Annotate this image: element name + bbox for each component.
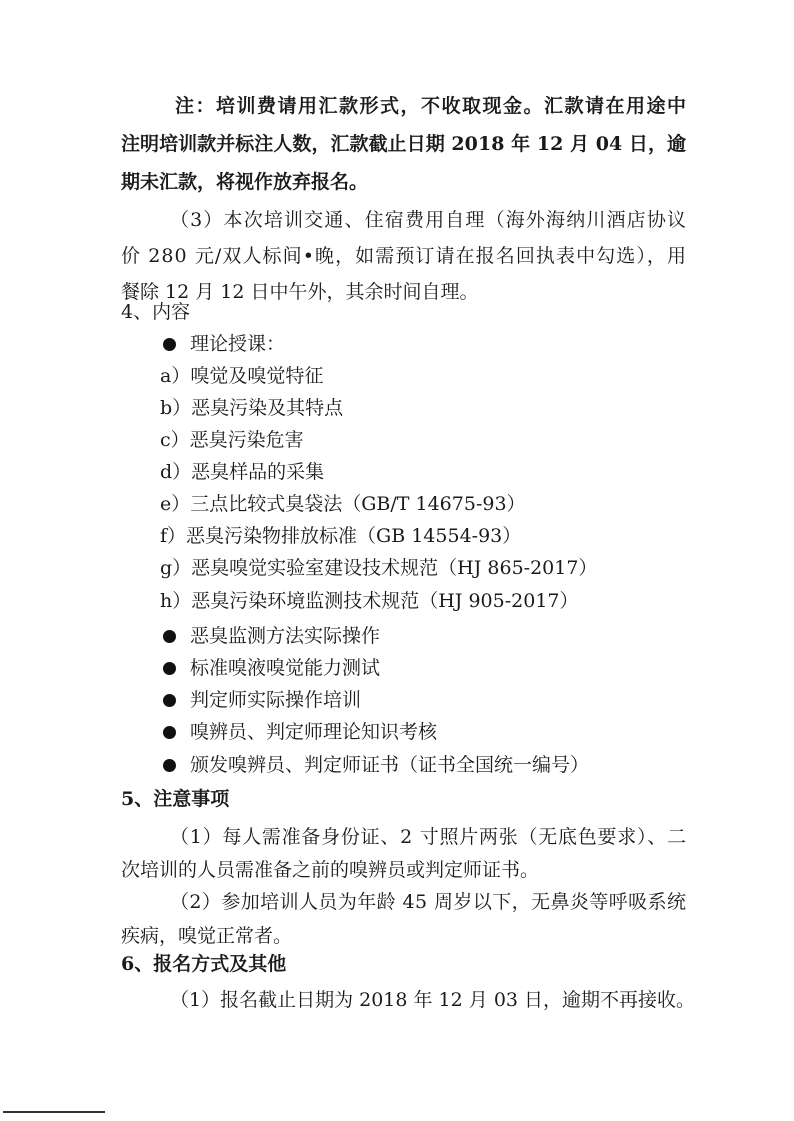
section5-heading: 5、注意事项 [121, 788, 230, 810]
section5-p2-text-2: 疾病，嗅觉正常者。 [121, 925, 293, 947]
subitem-g [0, 552, 794, 584]
section5-p1-line-2 [0, 854, 794, 886]
section5-p1-text-1: （1）每人需准备身份证、2 寸照片两张（无底色要求）、二 [170, 826, 687, 848]
section6-p1-line [0, 984, 794, 1016]
subitem-text: d）恶臭样品的采集 [160, 461, 325, 483]
bullet-dot-icon [163, 759, 176, 772]
bullet-item [0, 620, 794, 652]
bullet-text: 标准嗅液嗅觉能力测试 [190, 657, 381, 679]
bullet-theory-text: 理论授课： [190, 333, 286, 355]
section5-p1-line-1 [0, 821, 794, 853]
bullet-dot-icon [163, 694, 176, 707]
subitem-text: b）恶臭污染及其特点 [160, 397, 344, 419]
subitem-a [0, 360, 794, 392]
bullet-text: 颁发嗅辨员、判定师证书（证书全国统一编号） [190, 754, 590, 776]
subitem-c [0, 424, 794, 456]
bullet-item [0, 716, 794, 748]
subitem-b [0, 392, 794, 424]
subitem-e [0, 488, 794, 520]
subitem-text: c）恶臭污染危害 [160, 429, 304, 451]
section5-p1-text-2: 次培训的人员需准备之前的嗅辨员或判定师证书。 [121, 859, 540, 881]
bullet-item [0, 684, 794, 716]
bullet-text: 嗅辨员、判定师理论知识考核 [190, 721, 438, 743]
subitem-f [0, 520, 794, 552]
bullet-dot-icon [163, 726, 176, 739]
note-line-3 [0, 166, 794, 198]
note-text-2: 注明培训款并标注人数，汇款截止日期 2018 年 12 月 04 日，逾 [121, 133, 687, 155]
note-line-1 [0, 90, 794, 122]
section5-p2-line-1 [0, 886, 794, 918]
section4-heading: 4、内容 [121, 301, 191, 323]
item3-text-2: 价 280 元/双人标间•晚，如需预订请在报名回执表中勾选），用 [121, 245, 688, 267]
item3-text-3: 餐除 12 月 12 日中午外，其余时间自理。 [121, 281, 479, 303]
section5-heading-line [0, 783, 794, 815]
bullet-item [0, 652, 794, 684]
section6-heading-line [0, 948, 794, 980]
footer-rule [3, 1111, 105, 1113]
item3-text-1: （3）本次培训交通、住宿费用自理（海外海纳川酒店协议 [170, 209, 688, 231]
bullet-theory [0, 328, 794, 360]
subitem-text: e）三点比较式臭袋法（GB/T 14675-93） [160, 493, 526, 515]
subitem-text: f）恶臭污染物排放标准（GB 14554-93） [160, 525, 522, 547]
bullet-dot-icon [163, 662, 176, 675]
section6-heading: 6、报名方式及其他 [121, 953, 287, 975]
bullet-item [0, 749, 794, 781]
item3-line-1 [0, 204, 794, 236]
subitem-d [0, 456, 794, 488]
section5-p2-text-1: （2）参加培训人员为年龄 45 周岁以下，无鼻炎等呼吸系统 [170, 891, 687, 913]
subitem-text: h）恶臭污染环境监测技术规范（HJ 905-2017） [160, 590, 579, 612]
note-line-2 [0, 128, 794, 160]
subitem-text: g）恶臭嗅觉实验室建设技术规范（HJ 865-2017） [160, 557, 598, 579]
bullet-dot-icon [163, 338, 176, 351]
bullet-dot-icon [163, 630, 176, 643]
item3-line-2 [0, 240, 794, 272]
bullet-text: 判定师实际操作培训 [190, 689, 362, 711]
subitem-h [0, 585, 794, 617]
subitem-text: a）嗅觉及嗅觉特征 [160, 365, 324, 387]
section6-p1-text: （1）报名截止日期为 2018 年 12 月 03 日，逾期不再接收。 [170, 989, 696, 1011]
note-text-3: 期未汇款，将视作放弃报名。 [121, 171, 369, 193]
section4-heading-line [0, 296, 794, 328]
note-text-1: 注：培训费请用汇款形式，不收取现金。汇款请在用途中 [175, 95, 688, 117]
bullet-text: 恶臭监测方法实际操作 [190, 625, 381, 647]
